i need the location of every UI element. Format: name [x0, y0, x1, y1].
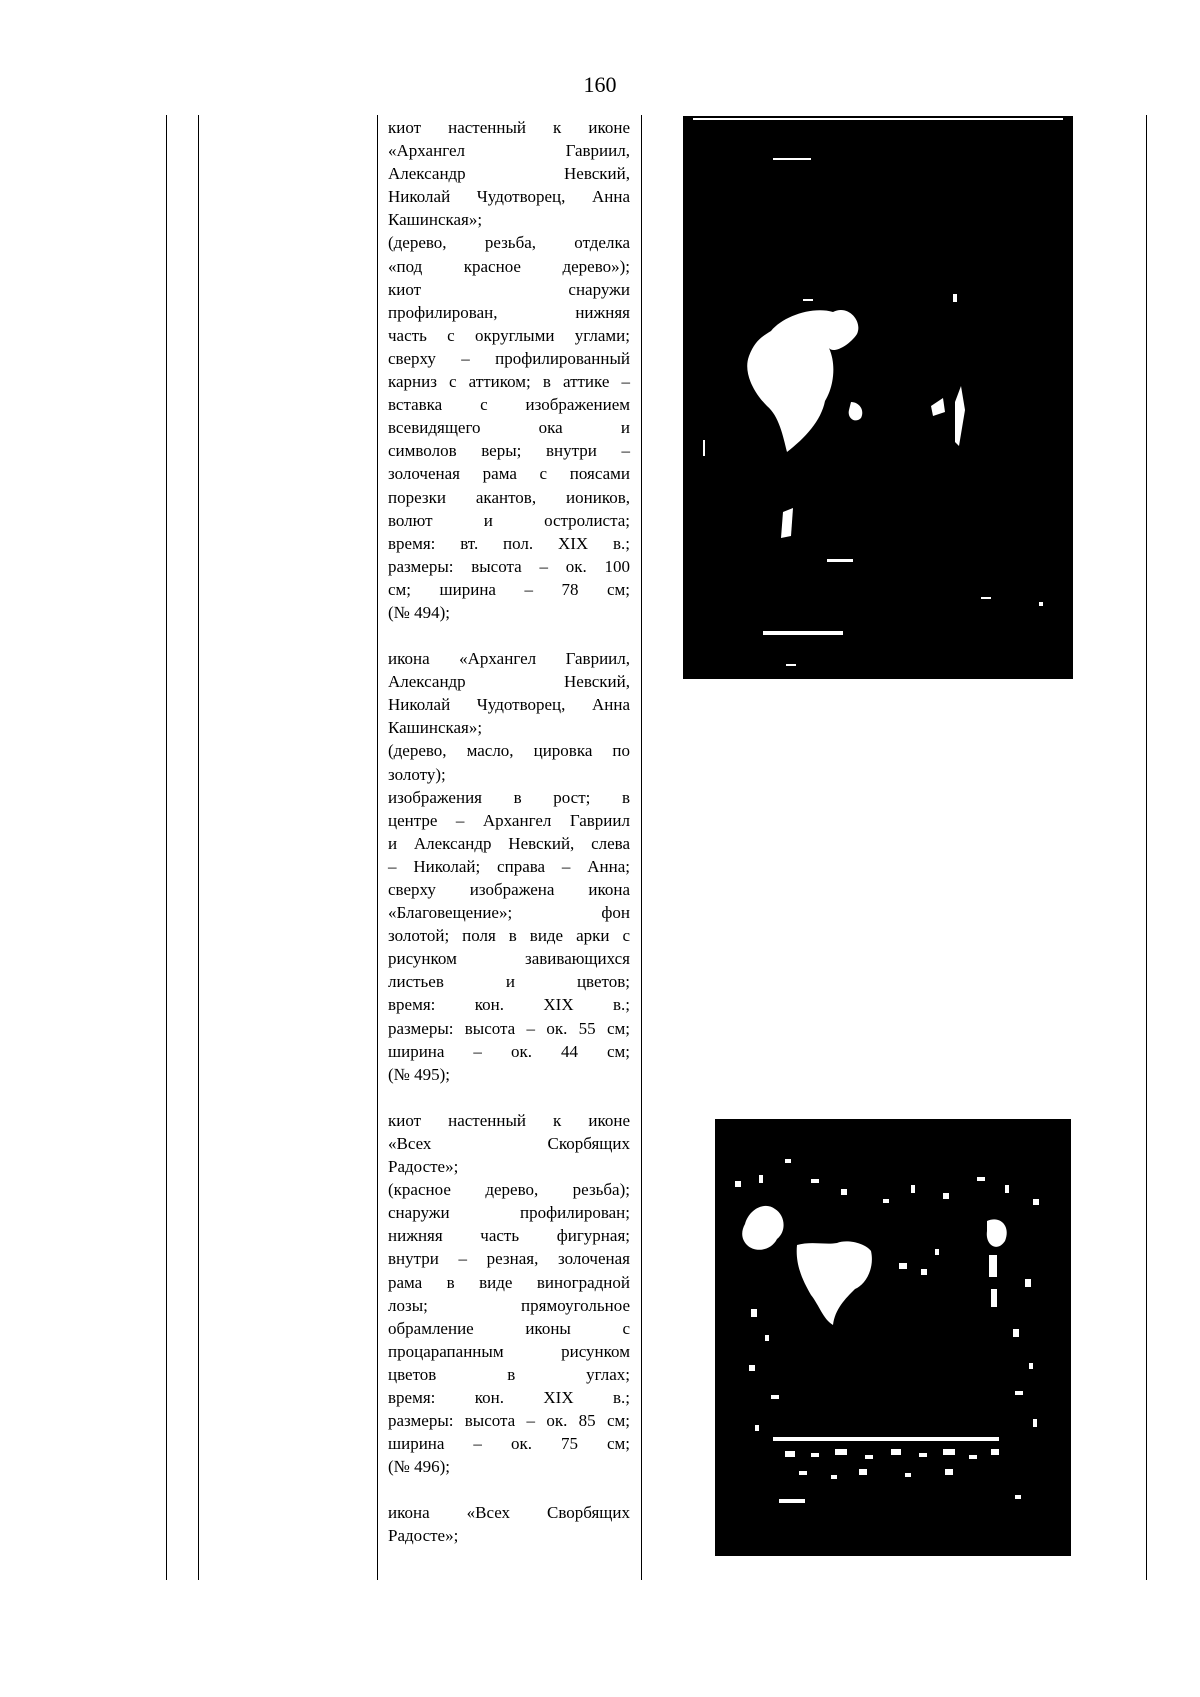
entry-line: Радосте»;: [388, 1157, 459, 1177]
entry-line: Николай Чудотворец, Анна: [388, 187, 630, 207]
entry-line: ширина – ок. 75 см;: [388, 1434, 630, 1454]
entry-line: золотой; поля в виде арки с: [388, 926, 630, 946]
entry-line: часть с округлыми углами;: [388, 325, 630, 345]
entry-line: Александр Невский,: [388, 672, 630, 692]
entry-line: рама в виде виноградной: [388, 1272, 630, 1292]
page-number: 160: [583, 72, 617, 97]
entry-line: сверху изображена икона: [388, 880, 630, 899]
entry-line: Николай Чудотворец, Анна: [388, 695, 630, 715]
entry-line: снаружи профилирован;: [388, 1203, 630, 1223]
entry-line: золоту);: [388, 764, 446, 784]
entry-line: цветов в углах;: [388, 1364, 630, 1384]
entry-line: всевидящего ока и: [388, 418, 630, 438]
entry-line: золоченая рама с поясами: [388, 464, 630, 484]
entry-line: лозы; прямоугольное: [388, 1295, 630, 1315]
table-border-text-left: [377, 115, 378, 1580]
entry-line: символов веры; внутри –: [388, 441, 630, 461]
entry-line: Кашинская»;: [388, 718, 483, 738]
kiot-photo-top-image: [683, 116, 1073, 679]
entry-line: время: кон. XIX в.;: [388, 1387, 630, 1407]
entry-line: волют и остролиста;: [388, 510, 630, 530]
entry-line: (красное дерево, резьба);: [388, 1180, 630, 1200]
entry-line: рисунком завивающихся: [388, 949, 630, 969]
entry-line: порезки акантов, иоников,: [388, 487, 630, 507]
entry-icon-495: [388, 647, 630, 1086]
entry-line: нижняя часть фигурная;: [388, 1226, 630, 1246]
entry-line: см; ширина – 78 см;: [388, 579, 630, 599]
table-border-text-right: [641, 115, 642, 1580]
entry-line: изображения в рост; в: [388, 787, 630, 807]
entry-line: икона «Всех Сворбящих: [388, 1503, 630, 1523]
entry-line: икона «Архангел Гавриил,: [388, 649, 630, 669]
entry-line: размеры: высота – ок. 85 см;: [388, 1411, 630, 1431]
entry-line: листьев и цветов;: [388, 972, 630, 992]
entry-line: вставка с изображением: [388, 395, 630, 415]
table-border-number-column: [198, 115, 199, 1580]
entry-line: время: вт. пол. XIX в.;: [388, 533, 630, 553]
entry-line: «Благовещение»; фон: [388, 903, 630, 923]
description-column: [388, 116, 630, 1548]
table-border-right: [1146, 115, 1147, 1580]
entry-line: внутри – резная, золоченая: [388, 1249, 630, 1269]
kiot-photo-bottom-image: [715, 1119, 1071, 1556]
entry-line: (№ 496);: [388, 1457, 451, 1477]
entry-line: обрамление иконы с: [388, 1318, 630, 1338]
table-border-left: [166, 115, 167, 1580]
entry-line: «Архангел Гавриил,: [388, 141, 630, 161]
entry-line: «под красное дерево»);: [388, 256, 630, 276]
kiot-photo-top: [683, 116, 1073, 679]
entry-line: Александр Невский,: [388, 164, 630, 184]
entry-line: карниз с аттиком; в аттике –: [388, 372, 630, 392]
entry-kiot-496: [388, 1109, 630, 1479]
entry-icon-497: [388, 1501, 630, 1547]
entry-line: (дерево, масло, цировка по: [388, 741, 630, 761]
entry-line: сверху – профилированный: [388, 348, 630, 368]
entry-line: киот снаружи: [388, 279, 630, 299]
entry-line: центре – Архангел Гавриил: [388, 810, 630, 830]
entry-line: «Всех Скорбящих: [388, 1133, 630, 1153]
entry-line: профилирован, нижняя: [388, 302, 630, 322]
entry-kiot-494: [388, 116, 630, 624]
entry-line: размеры: высота – ок. 55 см;: [388, 1018, 630, 1038]
entry-line: – Николай; справа – Анна;: [388, 856, 630, 876]
entry-line: киот настенный к иконе: [388, 1110, 630, 1130]
kiot-photo-bottom: [715, 1119, 1071, 1556]
entry-line: киот настенный к иконе: [388, 118, 630, 137]
entry-line: и Александр Невский, слева: [388, 833, 630, 853]
entry-line: процарапанным рисунком: [388, 1341, 630, 1361]
entry-line: (дерево, резьба, отделка: [388, 233, 630, 253]
entry-line: ширина – ок. 44 см;: [388, 1041, 630, 1061]
entry-line: (№ 494);: [388, 602, 451, 622]
entry-line: Кашинская»;: [388, 210, 483, 230]
entry-line: время: кон. XIX в.;: [388, 995, 630, 1015]
entry-line: (№ 495);: [388, 1064, 451, 1084]
entry-line: размеры: высота – ок. 100: [388, 556, 630, 576]
entry-line: Радосте»;: [388, 1526, 459, 1546]
